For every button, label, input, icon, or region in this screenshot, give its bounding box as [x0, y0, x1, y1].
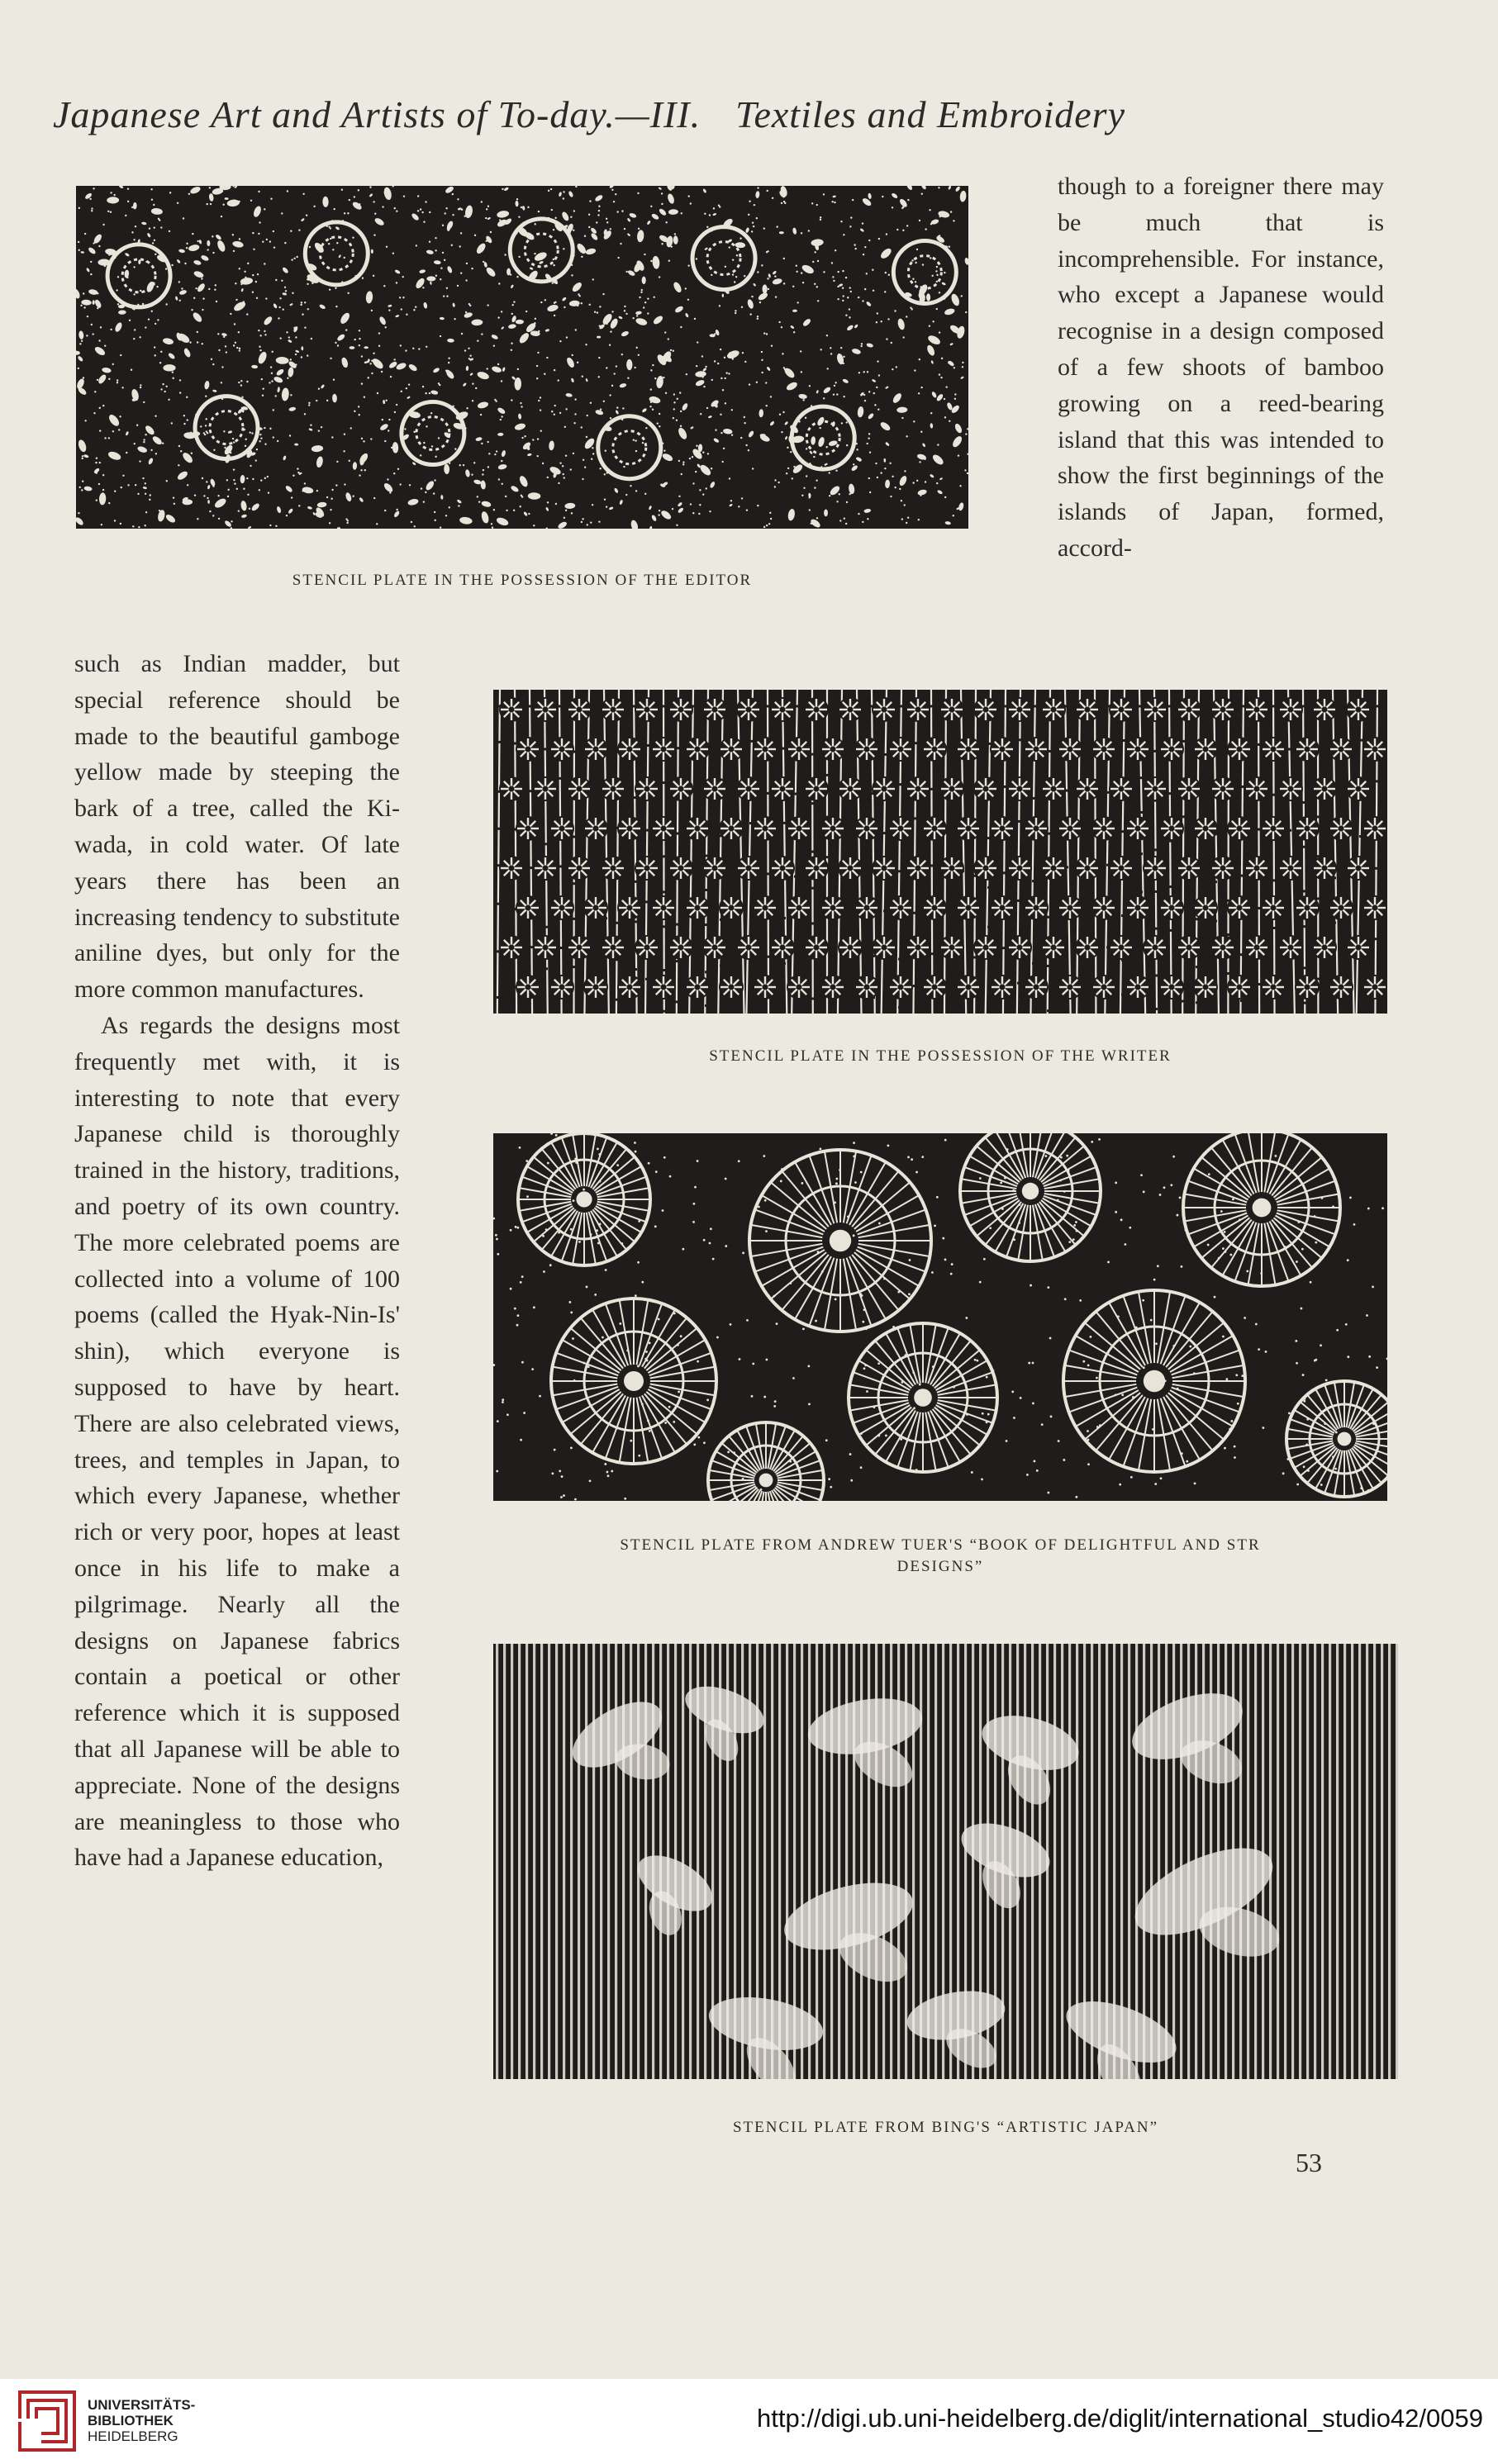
- caption-plate-editor: STENCIL PLATE IN THE POSSESSION OF THE EDITOR: [292, 572, 753, 589]
- caption-plate-bing: STENCIL PLATE FROM BING'S “ARTISTIC JAPAN”: [732, 2119, 1159, 2136]
- library-name: [88, 2397, 195, 2444]
- digitization-footer: [0, 2379, 1498, 2464]
- stencil-plate-tuer: [493, 1133, 1387, 1501]
- stencil-plate-bing: [493, 1644, 1398, 2079]
- caption-plate-tuer: [483, 1535, 1397, 1578]
- source-url[interactable]: http://digi.ub.uni-heidelberg.de/diglit/international_studio42/0059: [757, 2404, 1483, 2433]
- right-top-text: [1058, 169, 1384, 567]
- paragraph-dyes: such as Indian madder, but special reference should be made to the beautiful gamboge yellow made by steeping the bark of a tree, called the Ki-wada, in cold water. Of late years there has been an increasing tendency to substitute aniline dyes, but only for the more common manufactures.: [74, 650, 400, 1004]
- paragraph-designs: As regards the designs most frequently met with, it is interesting to note that every Japanese child is thoroughly trained in the history, traditions, and poetry of its own country. The more celebrated poems are collected into a volume of 100 poems (called the Hyak-Nin-Is' shin), which everyone is supposed to have by heart. There are also celebrated views, trees, and temples in Japan, to which every Japanese, whether rich or very poor, hopes at least once in his life to make a pilgrimage. Nearly all the designs on Japanese fabrics contain a poetical or other reference which it is supposed that all Japanese will be able to appreciate. None of the designs are meaningless to those who have had a Japanese education,: [74, 1011, 400, 1872]
- library-logo-icon: [17, 2389, 78, 2453]
- header-right: Textiles and Embroidery: [735, 93, 1125, 135]
- library-line2: BIBLIOTHEK: [88, 2413, 174, 2428]
- right-top-paragraph: though to a foreigner there may be much that is incomprehensible. For instance, who except a Japanese would recognise in a design composed of a few shoots of bamboo growing on a reed-bearing island that this was intended to show the first beginnings of the islands of Japan, formed, accord-: [1058, 173, 1384, 562]
- running-header: [53, 93, 1408, 136]
- caption-plate-tuer-line2: DESIGNS”: [896, 1558, 984, 1575]
- header-left: Japanese Art and Artists of To-day.—III.: [53, 93, 701, 135]
- page-number: 53: [1296, 2148, 1322, 2177]
- stencil-plate-editor: [76, 186, 968, 529]
- library-line1: UNIVERSITÄTS-: [88, 2397, 196, 2413]
- stencil-plate-writer: [493, 690, 1387, 1014]
- library-line3: HEIDELBERG: [88, 2428, 178, 2444]
- caption-plate-tuer-line1: STENCIL PLATE FROM ANDREW TUER'S “BOOK OF DELIGHTFUL AND STR: [620, 1536, 1261, 1554]
- caption-plate-writer: STENCIL PLATE IN THE POSSESSION OF THE WRITER: [709, 1047, 1172, 1065]
- left-column-text: [74, 646, 400, 1876]
